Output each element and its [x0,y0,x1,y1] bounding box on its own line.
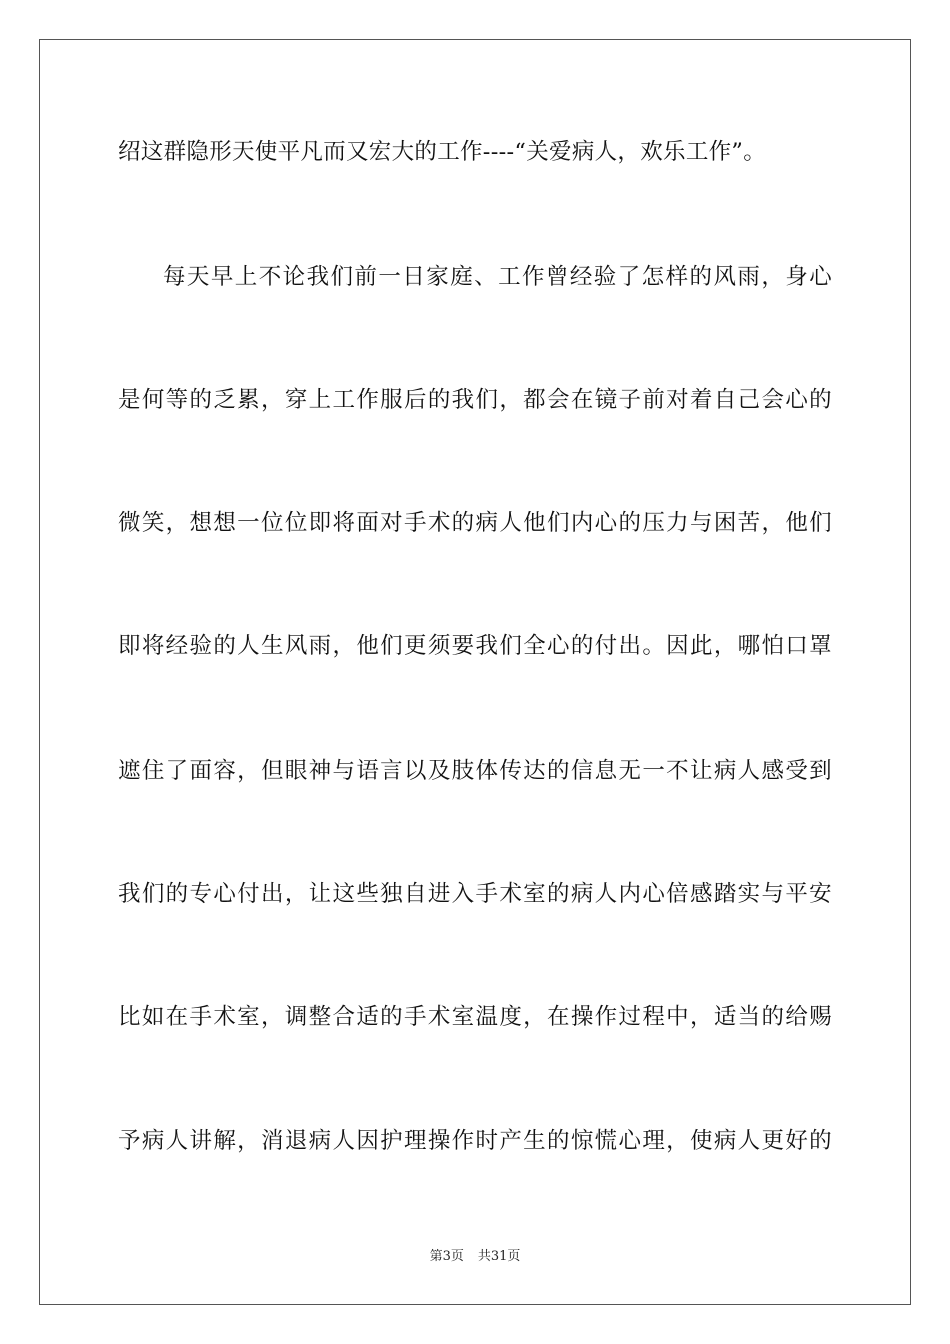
paragraph-line-2: 每天早上不论我们前一日家庭、工作曾经验了怎样的风雨，身心 [163,264,832,290]
paragraph-line-6: 遮住了面容，但眼神与语言以及肢体传达的信息无一不让病人感受到 [118,758,832,784]
page-border [39,39,911,1305]
paragraph-line-8: 比如在手术室，调整合适的手术室温度，在操作过程中，适当的给赐 [118,1004,832,1030]
page-number-current: 第3页 [429,1249,464,1264]
paragraph-line-7: 我们的专心付出，让这些独自进入手术室的病人内心倍感踏实与平安 [118,881,832,907]
paragraph-line-1: 绍这群隐形天使平凡而又宏大的工作----“关爱病人，欢乐工作”。 [118,139,767,165]
paragraph-line-3: 是何等的乏累，穿上工作服后的我们，都会在镜子前对着自己会心的 [118,387,832,413]
paragraph-line-9: 予病人讲解，消退病人因护理操作时产生的惊慌心理，使病人更好的 [118,1128,832,1154]
page-footer [0,1248,950,1266]
paragraph-line-5: 即将经验的人生风雨，他们更须要我们全心的付出。因此，哪怕口罩 [118,633,832,659]
page-number-total: 共31页 [477,1249,521,1264]
paragraph-line-4: 微笑，想想一位位即将面对手术的病人他们内心的压力与困苦，他们 [118,510,832,536]
